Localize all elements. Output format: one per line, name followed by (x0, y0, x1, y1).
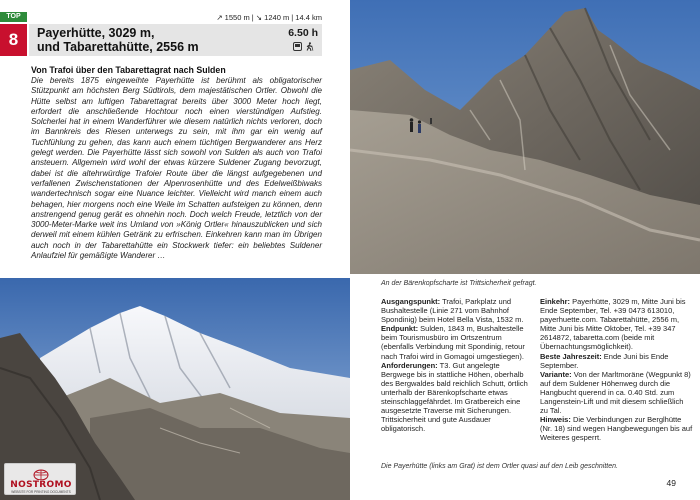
photo-ridge (350, 0, 700, 274)
transport-icons (293, 42, 314, 53)
hiker-icon (305, 42, 314, 53)
info-season: Beste Jahreszeit: Ende Juni bis Ende September. (540, 351, 669, 370)
tour-number: 8 (0, 24, 27, 56)
intro-subheading: Von Trafoi über den Tabarettagrat nach Sulden (31, 65, 226, 75)
tour-duration: 6.50 h (288, 27, 318, 39)
tour-title (37, 26, 199, 54)
title-line-2: und Tabarettahütte, 2556 m (37, 40, 199, 54)
info-note: Hinweis: Die Verbindungen zur Berglhütte (Nr. 18) sind wegen Hangbewegungen bis auf Weiteres gesperrt. (540, 415, 693, 443)
info-refreshment: Einkehr: Payerhütte, 3029 m, Mitte Juni bis Ende September, Tel. +39 0473 613010, payerhuette.com. Tabarettahütte, 2556 m, Mitte Juni bis Mitte Oktober, Tel. +39 347 2614872, tabaretta.com (beide mit Übernachtungsmöglichkeit). (540, 297, 686, 352)
info-column-left (381, 297, 534, 433)
intro-text: Die bereits 1875 eingeweihte Payerhütte ist berühmt als obligatorischer Stützpunkt am höchsten Berg Südtirols, dem majestätischen Ortler. Obwohl die Hütte selbst am luftigen Tabarettagrat bereits über 3000 Meter hoch liegt, erfordert die anschließende Hochtour noch einen vierstündigen Aufstieg. Solcherlei hat in einem Wanderführer wie diesem natürlich nichts verloren, doch im Bannkreis des Riesen unterwegs zu sein, mit ihm gar ein wenig auf Tuchfühlung zu gehen, das kann auch einem tüchtigen Bergwanderer ans Herz gelegt werden. Die Payerhütte lässt sich sowohl von Sulden als auch von Trafoi ansteuern. Allgemein wird wohl der etwas kürzere Suldener Zugang bevorzugt, dabei ist die altehrwürdige Trafoier Route über die längst aufgegebenen und verfallenen Zwischenstationen der Alpenrosenhütte und des Edelweißbiwaks wandertechnisch sogar eine Nuance leichter. Vielleicht wird manch einem auch behagen, hier morgens noch eine Weile im Schatten aufsteigen zu können, denn anstrengend genug gerät es ohnehin noch. Doch welch Freude, letztlich von der 3000-Meter-Marke weit ins Umland von »König Ortler« hinauszublicken und sich derweil mit einem kühlen Getränk zu erfrischen. Einkehren kann man im Übrigen auch noch in der Tabarettahütte ein Stockwerk tiefer: ein beliebtes Suldener Anlaufziel für gemäßigte Wanderer … (31, 76, 322, 261)
caption-ridge: An der Bärenkopfscharte ist Trittsicherheit gefragt. (381, 280, 537, 287)
info-variant: Variante: Von der Marltmoräne (Wegpunkt 8) auf dem Suldener Höhenweg durch die Hangbucht querend in ca. 0.40 Std. zum Langenstein-Lift und mit diesem schließlich zu Tal. (540, 369, 691, 416)
caption-ortler: Die Payerhütte (links am Grat) ist dem Ortler quasi auf den Leib geschnitten. (381, 463, 618, 470)
globe-icon (33, 466, 49, 480)
tour-stats: ↗ 1550 m | ↘ 1240 m | 14.4 km (216, 13, 322, 22)
logo-tagline: WEBSITE FOR PRINTING DOCUMENTS (11, 490, 71, 494)
info-requirements: Anforderungen: T3. Gut angelegte Bergwege bis in stattliche Höhen, oberhalb des Bergwaldes bald reichlich Schutt, örtlich unterhalb der Bärenkopfscharte etwas steinschlaggefährdet. Im Gratbereich eine ausgesetzte Traverse mit Sicherungen. Trittsicherheit und gute Ausdauer obligatorisch. (381, 360, 528, 434)
nostromo-logo (4, 463, 76, 495)
title-line-1: Payerhütte, 3029 m, (37, 26, 155, 40)
page-number: 49 (666, 478, 676, 488)
top-badge: TOP (0, 12, 27, 22)
info-end: Endpunkt: Sulden, 1843 m, Bushaltestelle beim Tourismusbüro im Ortszentrum (ebenfalls Verbindung mit Spondinig, retour nach Trafoi wird in Gomagoi umgestiegen). (381, 324, 525, 361)
info-column-right (540, 297, 693, 443)
bus-icon (293, 42, 302, 51)
logo-name: NOSTROMO (10, 480, 72, 490)
info-start: Ausgangspunkt: Trafoi, Parkplatz und Bushaltestelle (Linie 271 vom Bahnhof Spondinig) beim Hotel Bella Vista, 1532 m. (381, 297, 524, 325)
